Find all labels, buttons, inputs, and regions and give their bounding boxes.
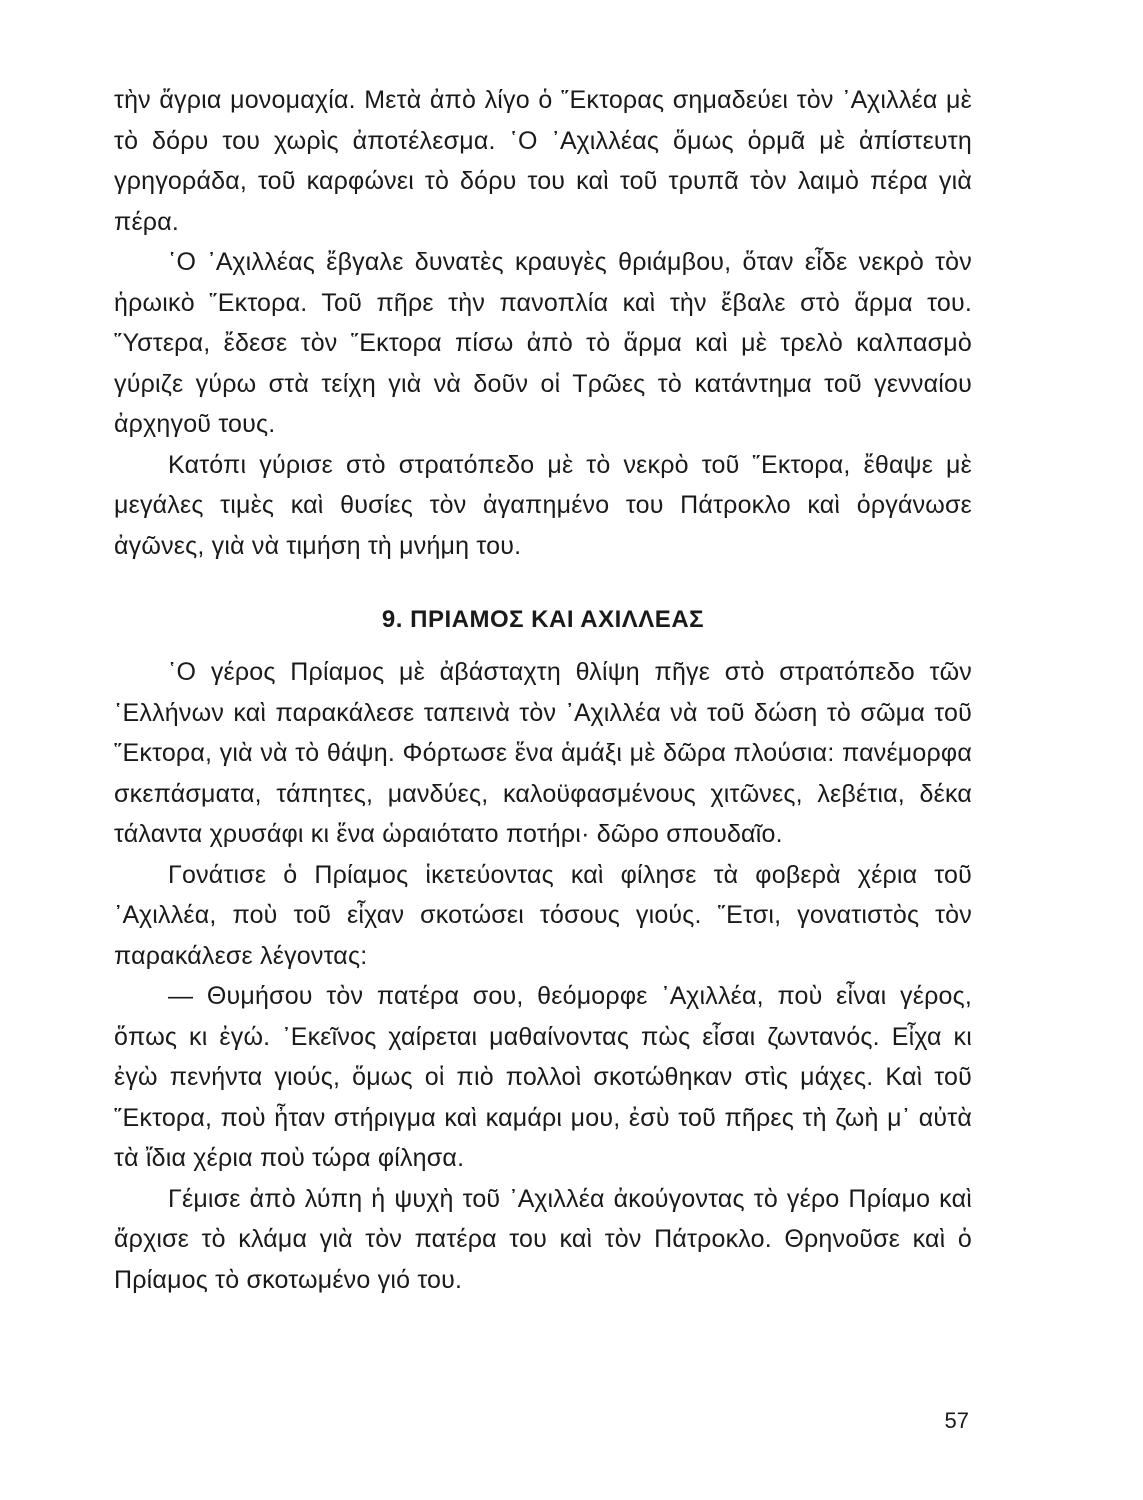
paragraph: Κατόπι γύρισε στὸ στρατόπεδο μὲ τὸ νεκρὸ τοῦ ῞Εκτορα, ἔθαψε μὲ μεγάλες τιμὲς καὶ θυσίες τὸν ἀγαπημένο του Πάτροκλο καὶ ὀργάνωσε ἀγῶνες, γιὰ νὰ τιμήση τὴ μνήμη του.: [114, 450, 972, 560]
dialogue-paragraph: — Θυμήσου τὸν πατέρα σου, θεόμορφε ᾿Αχιλλέα, ποὺ εἶναι γέρος, ὅπως κι ἐγώ. ᾿Εκεῖνος χαίρεται μαθαίνοντας πὼς εἶσαι ζωντανός. Εἶχα κι ἐγὼ πενήντα γιούς, ὅμως οἱ πιὸ πολλοὶ σκοτώθηκαν στὶς μάχες. Καὶ τοῦ ῞Εκτορα, ποὺ ἦταν στήριγμα καὶ καμάρι μου, ἐσὺ τοῦ πῆρες τὴ ζωὴ μ᾿ αὐτὰ τὰ ἴδια χέρια ποὺ τώρα φίλησα.: [114, 982, 972, 1172]
page-number: 57: [944, 1408, 969, 1433]
chapter-title: 9. ΠΡΙΑΜΟΣ ΚΑΙ ΑΧΙΛΛΕΑΣ: [381, 606, 705, 633]
paragraph: ῾Ο ᾿Αχιλλέας ἔβγαλε δυνατὲς κραυγὲς θριάμβου, ὅταν εἶδε νεκρὸ τὸν ἡρωικὸ ῞Εκτορα. Τοῦ πῆρε τὴν πανοπλία καὶ τὴν ἔβαλε στὸ ἅρμα του. ῞Υστερα, ἔδεσε τὸν ῞Εκτορα πίσω ἀπὸ τὸ ἅρμα καὶ μὲ τρελὸ καλπασμὸ γύριζε γύρω στὰ τείχη γιὰ νὰ δοῦν οἱ Τρῶες τὸ κατάντημα τοῦ γενναίου ἀρχηγοῦ τους.: [114, 248, 972, 438]
paragraph: ῾Ο γέρος Πρίαμος μὲ ἀβάσταχτη θλίψη πῆγε στὸ στρατόπεδο τῶν ῾Ελλήνων καὶ παρακάλεσε ταπεινὰ τὸν ᾿Αχιλλέα νὰ τοῦ δώση τὸ σῶμα τοῦ ῞Εκτορα, γιὰ νὰ τὸ θάψη. Φόρτωσε ἕνα ἁμάξι μὲ δῶρα πλούσια: πανέμορφα σκεπάσματα, τάπητες, μανδύες, καλοϋφασμένους χιτῶνες, λεβέτια, δέκα τάλαντα χρυσάφι κι ἕνα ὡραιότατο ποτήρι· δῶρο σπουδαῖο.: [114, 658, 972, 848]
page-body: [114, 80, 972, 1300]
paragraph: Γέμισε ἀπὸ λύπη ἡ ψυχὴ τοῦ ᾿Αχιλλέα ἀκούγοντας τὸ γέρο Πρίαμο καὶ ἄρχισε τὸ κλάμα γιὰ τὸν πατέρα του καὶ τὸν Πάτροκλο. Θρηνοῦσε καὶ ὁ Πρίαμος τὸ σκοτωμένο γιό του.: [114, 1184, 972, 1294]
paragraph: Γονάτισε ὁ Πρίαμος ἱκετεύοντας καὶ φίλησε τὰ φοβερὰ χέρια τοῦ ᾿Αχιλλέα, ποὺ τοῦ εἶχαν σκοτώσει τόσους γιούς. ῞Ετσι, γονατιστὸς τὸν παρακάλεσε λέγοντας:: [114, 860, 972, 970]
paragraph-continuation: τὴν ἄγρια μονομαχία. Μετὰ ἀπὸ λίγο ὁ ῞Εκτορας σημαδεύει τὸν ᾿Αχιλλέα μὲ τὸ δόρυ του χωρὶς ἀποτέλεσμα. ῾Ο ᾿Αχιλλέας ὅμως ὁρμᾶ μὲ ἀπίστευτη γρηγοράδα, τοῦ καρφώνει τὸ δόρυ του καὶ τοῦ τρυπᾶ τὸν λαιμὸ πέρα γιὰ πέρα.: [114, 86, 972, 236]
